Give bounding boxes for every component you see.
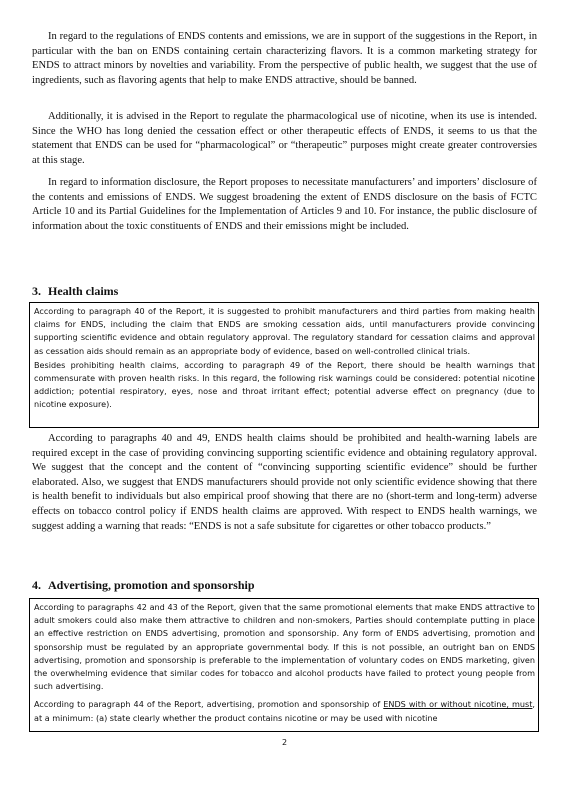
section-number: 3. [32,284,41,298]
section-heading-advertising [32,578,255,593]
underlined-text: ENDS with or without nicotine, must [383,699,533,710]
box-text: According to paragraph 44 of the Report, advertising, promotion and sponsorship of [34,699,384,710]
box-paragraph: Besides prohibiting health claims, according to paragraph 49 of the Report, there should be health warnings that commensurate with proven health risks. In this regard, the following risk warnings could be considered: potential nicotine addiction; potential respiratory, eyes, nose and throat irritant effect; potential adverse effect on pregnancy (due to nicotine exposure). [34,359,535,410]
page-number: 2 [281,738,288,747]
health-claims-summary-box [29,302,539,428]
advertising-summary-box [29,598,539,732]
section-number: 4. [32,578,41,592]
box-paragraph: According to paragraphs 42 and 43 of the Report, given that the same promotional elements that make ENDS attractive to adult smokers could also make them attractive to children and non-smokers, Parties should contemplate putting in place an effective restriction on ENDS advertising, promotion and sponsorship. Any form of ENDS advertising, promotion and sponsorship must be regulated by an appropriate governmental body. If this is not possible, an outright ban on ENDS advertising, promotion and sponsorship is preferable to the implementation of voluntary codes on ENDS marketing, given the overwhelming evidence that similar codes for tobacco and alcohol products have failed to protect young people from such advertising. [34,602,535,692]
box-text: , at a minimum: (a) state clearly whether the product contains nicotine or may be used with nicotine [34,699,535,723]
section-title: Advertising, promotion and sponsorship [48,578,255,592]
box-paragraph [34,698,535,724]
section-title: Health claims [48,284,119,298]
box-paragraph: According to paragraph 40 of the Report, it is suggested to prohibit manufacturers and third parties from making health claims for ENDS, including the claim that ENDS are smoking cessation aids, until manufacturers provide convincing supporting scientific evidence and obtain regulatory approval. The regulatory standard for cessation claims and approval as cessation aids should remain as an appropriate body of evidence, based on well-controlled clinical trials. [34,306,535,356]
paragraph-information-disclosure: In regard to information disclosure, the Report proposes to necessitate manufacturers’ and importers’ disclosure of the contents and emissions of ENDS. We suggest broadening the extent of ENDS disclosure on the basis of FCTC Article 10 and its Partial Guidelines for the Implementation of Articles 9 and 10. For instance, the public disclosure of information about the toxic constituents of ENDS and their emissions might be included. [32,177,537,232]
paragraph-flavors: In regard to the regulations of ENDS contents and emissions, we are in support of the suggestions in the Report, in particular with the ban on ENDS containing certain characterizing flavors. It is a common marketing strategy for ENDS to attract minors by novelties and variability. From the perspective of public health, we suggest that the use of ingredients, such as flavoring agents that help to make ENDS attractive, should be banned. [32,31,537,86]
section-heading-health-claims [32,284,118,299]
paragraph-pharmacological-use: Additionally, it is advised in the Report to regulate the pharmacological use of nicotine, when its use is intended. Since the WHO has long denied the cessation effect or other therapeutic effects of ENDS, it seems to us that the statement that ENDS can be used for “pharmacological” or “therapeutic” purposes might create greater controversies at this stage. [32,111,537,166]
paragraph-health-claims-comment: According to paragraphs 40 and 49, ENDS health claims should be prohibited and health-warning labels are required except in the case of providing convincing supporting scientific evidence and obtaining regulatory approval. We suggest that the concept and the content of “convincing supporting scientific evidence” should be further elaborated. Also, we suggest that ENDS manufacturers should provide not only scientific evidence showing that there is health benefit to individuals but also empirical proof showing that there are no (short-term and long-term) adverse effects on tobacco control policy if ENDS health claims are approved. With respect to ENDS health warnings, we suggest adding a warning that reads: “ENDS is not a safe subsitute for cigarettes or other tobacco products.” [32,433,537,532]
